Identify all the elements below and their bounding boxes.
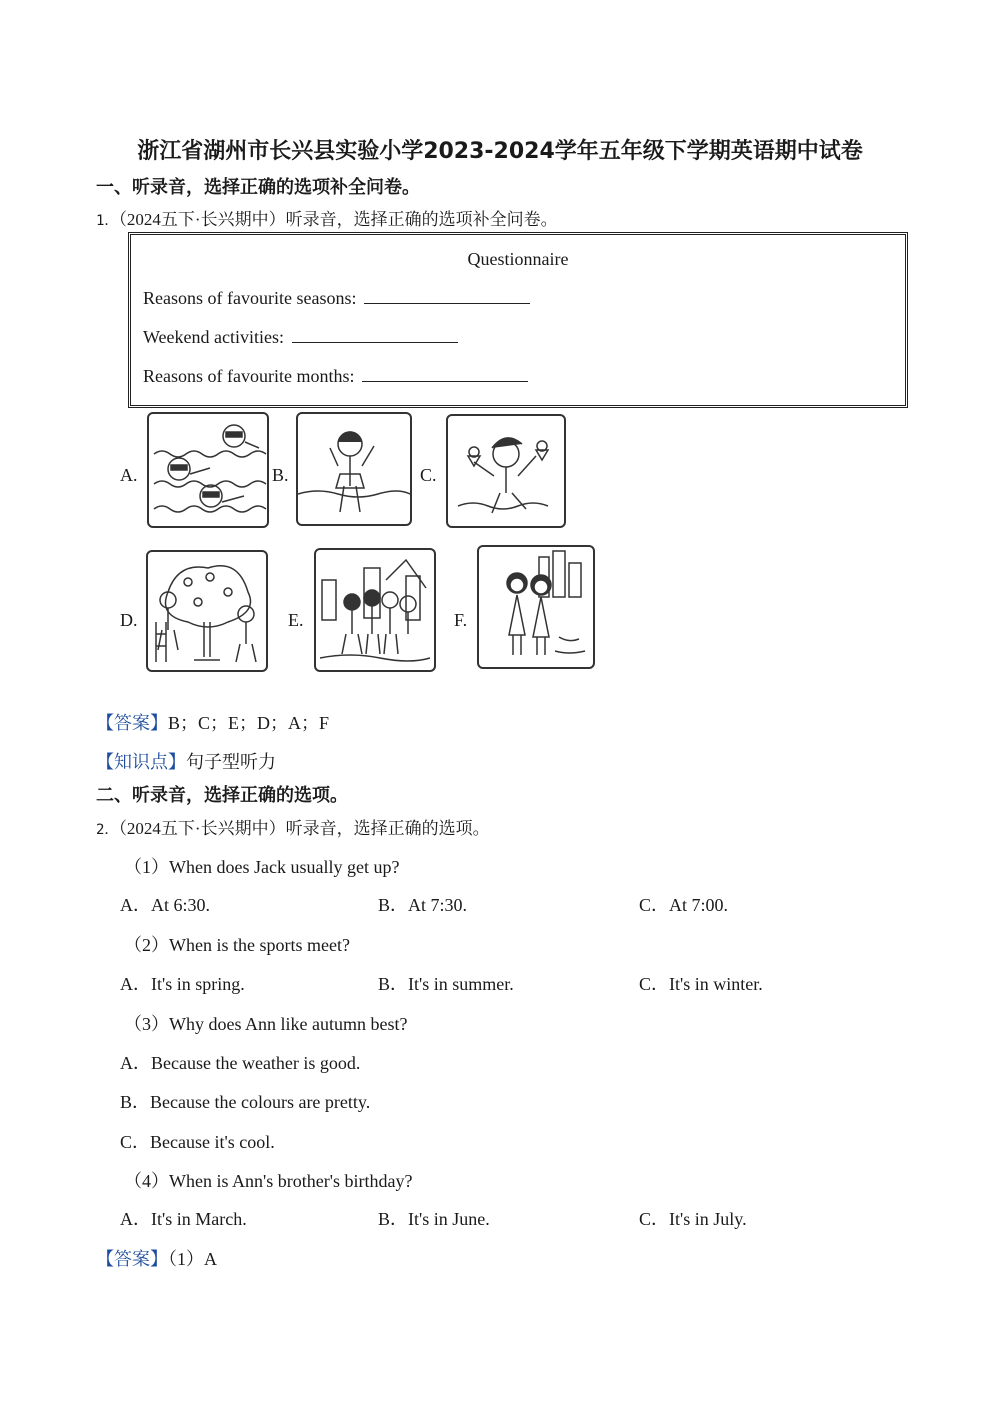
question-2 — [96, 814, 490, 839]
answer-text: B；C；E；D；A；F — [168, 713, 330, 733]
picture-d-picking-apples — [146, 550, 268, 672]
q1-option-a: A．At 6:30. — [120, 895, 210, 915]
q1-option-c: C．At 7:00. — [639, 895, 729, 915]
answer-tag: 【答案】 — [96, 1249, 168, 1269]
knowledge-line — [96, 748, 276, 774]
answer-blank — [292, 328, 458, 343]
question-1-text: （2024五下·长兴期中）听录音，选择正确的选项补全问卷。 — [118, 210, 558, 229]
ice-cream-illustration — [448, 416, 564, 526]
picture-a-swimming — [147, 412, 269, 528]
q3-option-a: A．Because the weather is good. — [120, 1053, 361, 1073]
picture-e-group-walking — [314, 548, 436, 672]
option-c-label: C. — [420, 465, 437, 485]
questionnaire-row-label: Reasons of favourite seasons: — [143, 288, 357, 308]
q2-option-b: B．It's in summer. — [378, 974, 514, 994]
q4-option-b: B．It's in June. — [378, 1209, 490, 1229]
two-girls-illustration — [479, 547, 593, 667]
group-illustration — [316, 550, 434, 670]
answer-line-1 — [96, 709, 329, 735]
question-1 — [96, 205, 558, 230]
knowledge-tag: 【知识点】 — [96, 752, 186, 772]
section-2-heading: 二、听录音，选择正确的选项。 — [96, 785, 348, 806]
girl-illustration — [298, 414, 410, 524]
answer-blank — [362, 367, 528, 382]
page-title: 浙江省湖州市长兴县实验小学2023-2024学年五年级下学期英语期中试卷 — [137, 139, 863, 164]
option-f-label: F. — [454, 610, 468, 630]
questionnaire-row-months — [143, 366, 528, 387]
questionnaire-row-label: Reasons of favourite months: — [143, 366, 355, 386]
q4-option-a: A．It's in March. — [120, 1209, 247, 1229]
option-e-label: E. — [288, 610, 304, 630]
sub-question-1: （1）When does Jack usually get up? — [124, 857, 400, 877]
option-a-label: A. — [120, 465, 138, 485]
picture-b-girl-outdoors — [296, 412, 412, 526]
questionnaire-box — [128, 232, 908, 408]
knowledge-text: 句子型听力 — [186, 752, 276, 772]
q3-option-b: B．Because the colours are pretty. — [120, 1092, 371, 1112]
questionnaire-row-seasons — [143, 288, 530, 309]
answer-text: （1）A — [168, 1249, 217, 1269]
picture-c-girl-ice-cream — [446, 414, 566, 528]
q2-option-a: A．It's in spring. — [120, 974, 245, 994]
questionnaire-row-label: Weekend activities: — [143, 327, 284, 347]
question-2-number: 2． — [96, 822, 119, 838]
tree-illustration — [148, 552, 266, 670]
q2-option-c: C．It's in winter. — [639, 974, 763, 994]
answer-tag: 【答案】 — [96, 713, 168, 733]
q4-option-c: C．It's in July. — [639, 1209, 747, 1229]
question-1-number: 1． — [96, 213, 119, 229]
q3-option-c: C．Because it's cool. — [120, 1132, 275, 1152]
answer-line-2 — [96, 1245, 217, 1271]
q1-option-b: B．At 7:30. — [378, 895, 468, 915]
question-2-text: （2024五下·长兴期中）听录音，选择正确的选项。 — [118, 819, 490, 838]
questionnaire-row-weekend — [143, 327, 458, 348]
questionnaire-title: Questionnaire — [467, 249, 569, 269]
option-d-label: D. — [120, 610, 138, 630]
sub-question-2: （2）When is the sports meet? — [124, 935, 350, 955]
option-b-label: B. — [272, 465, 289, 485]
picture-f-two-girls — [477, 545, 595, 669]
section-1-heading: 一、听录音，选择正确的选项补全问卷。 — [96, 177, 420, 198]
swimming-illustration — [149, 414, 267, 526]
sub-question-3: （3）Why does Ann like autumn best? — [124, 1014, 408, 1034]
sub-question-4: （4）When is Ann's brother's birthday? — [124, 1171, 413, 1191]
answer-blank — [364, 289, 530, 304]
